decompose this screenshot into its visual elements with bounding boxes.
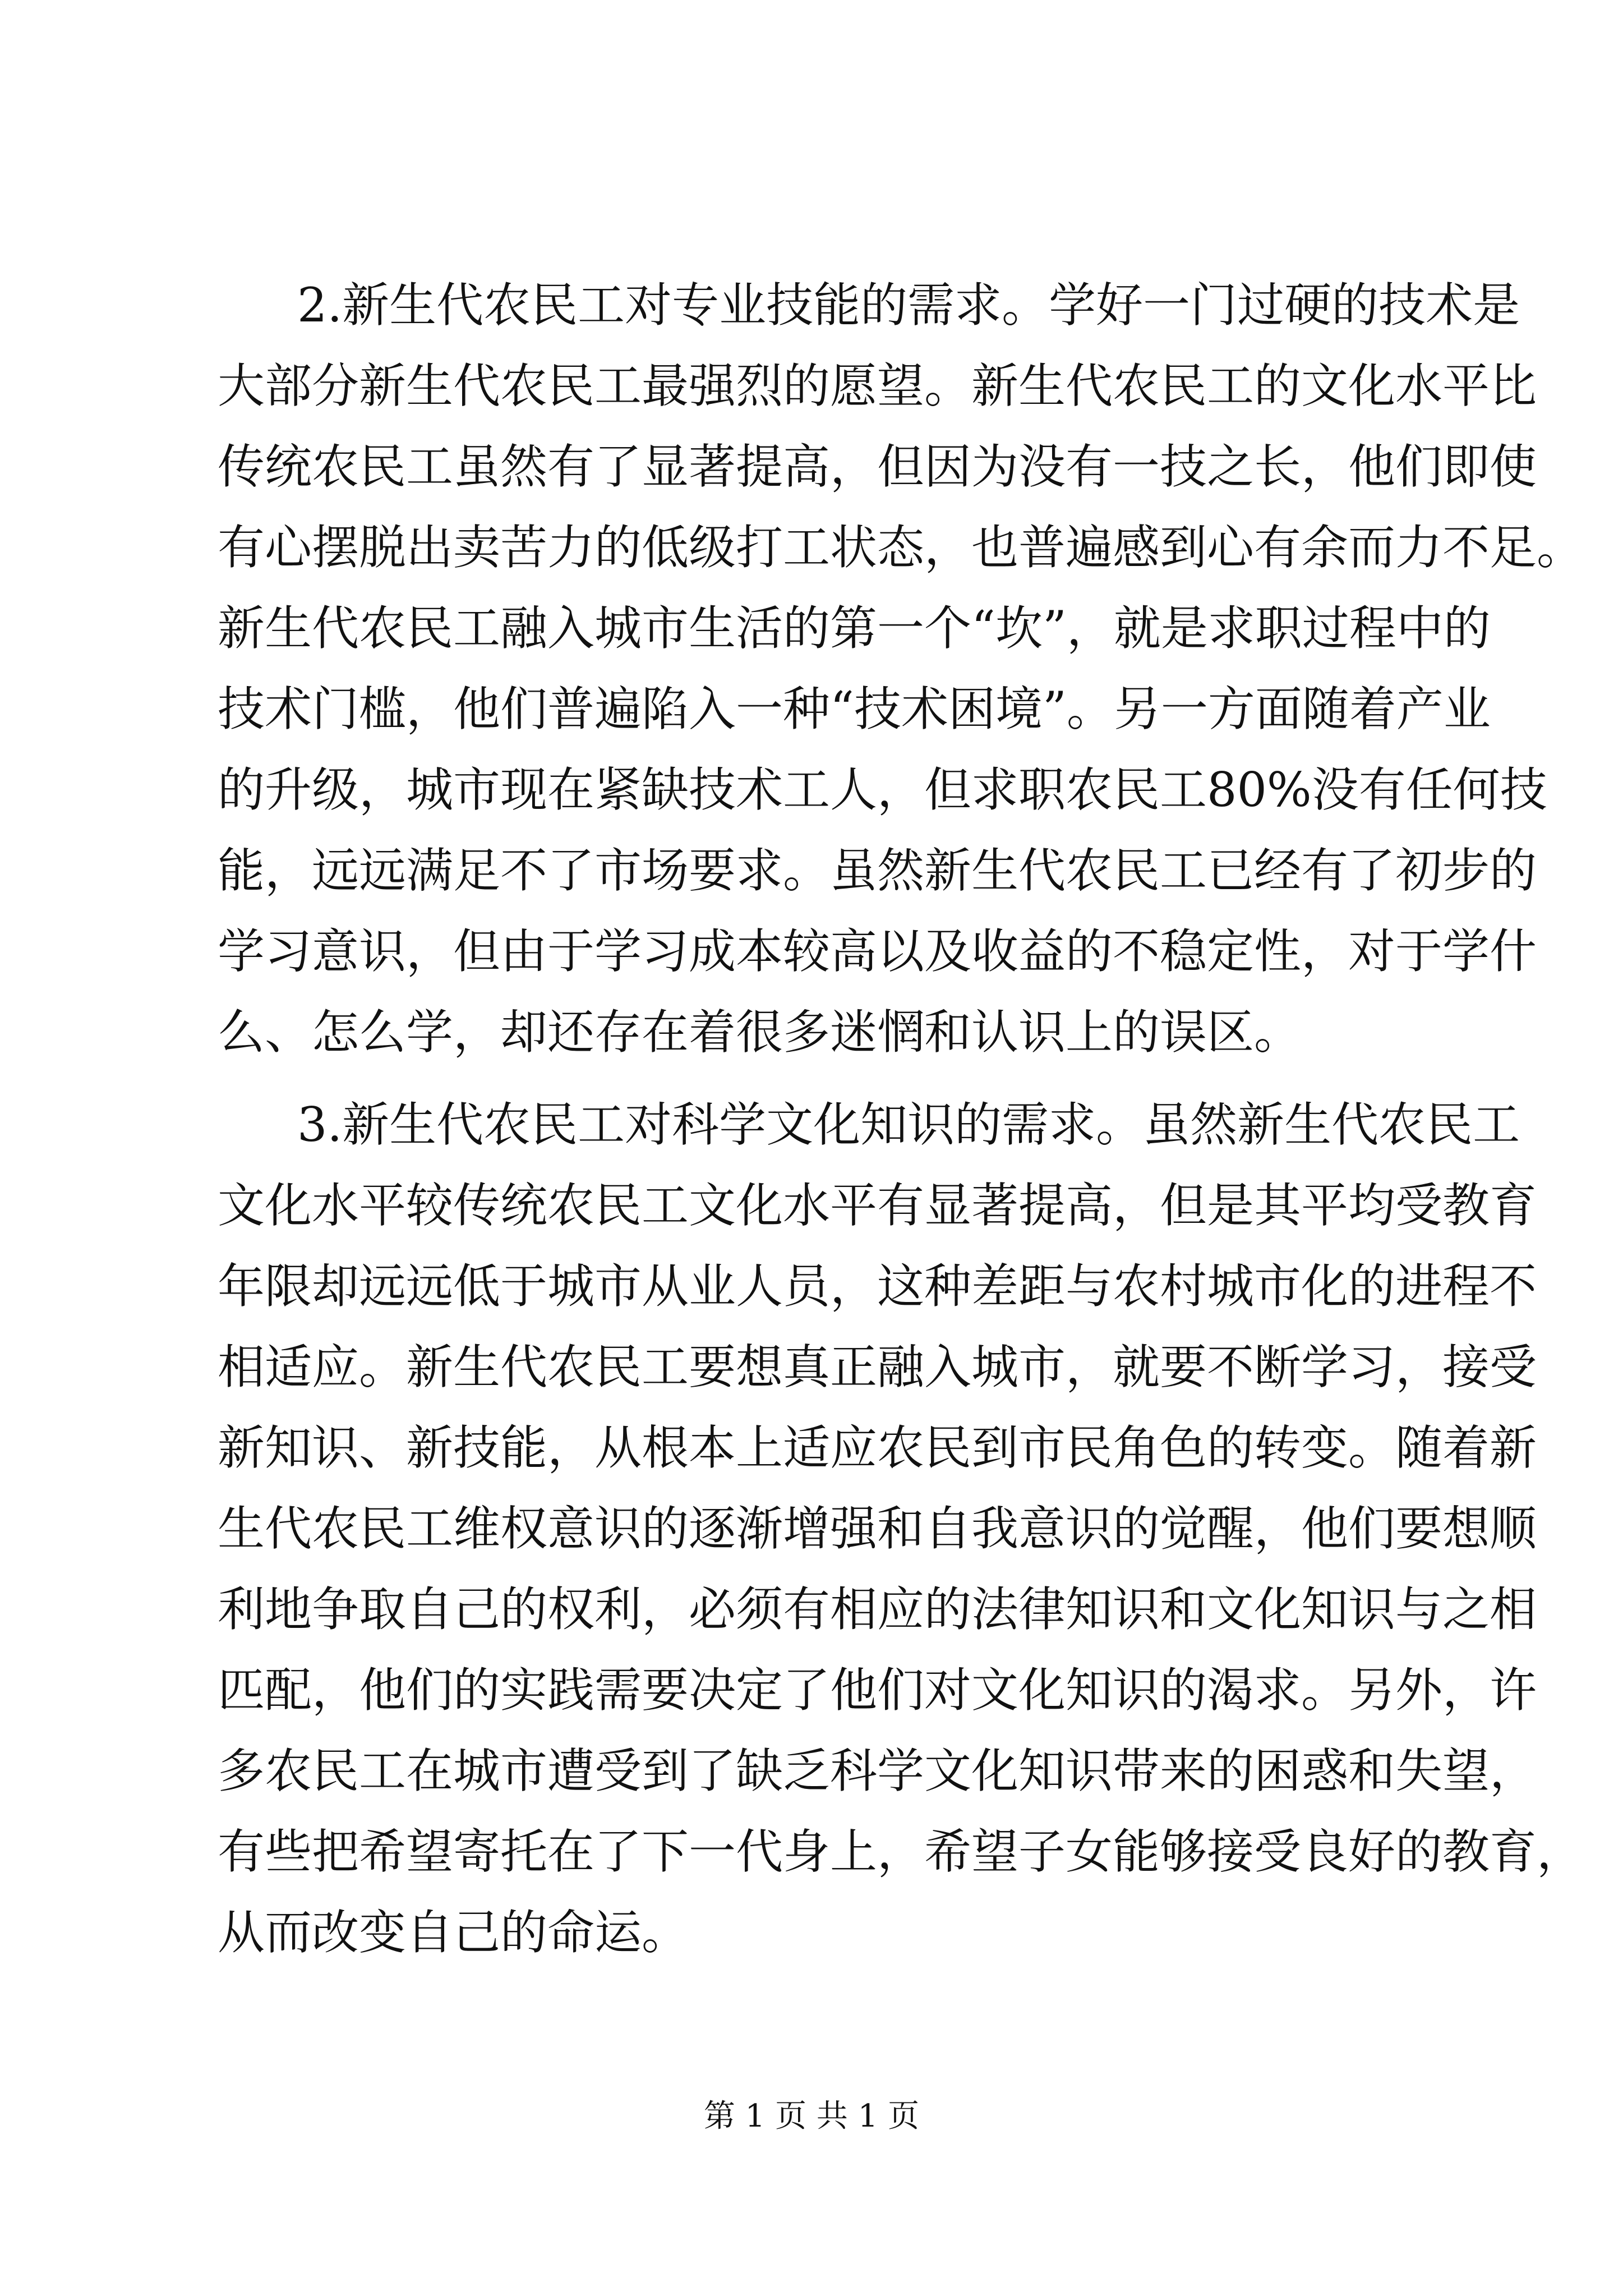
paragraph-line: 有些把希望寄托在了下一代身上，希望子女能够接受良好的教育， <box>218 1824 1584 1879</box>
paragraph-line: 文化水平较传统农民工文化水平有显著提高，但是其平均受教育 <box>218 1178 1537 1233</box>
paragraph-line: 2.新生代农民工对专业技能的需求。学好一门过硬的技术是 <box>297 278 1520 333</box>
paragraph-line: 新生代农民工融入城市生活的第一个“坎”，就是求职过程中的 <box>218 601 1491 656</box>
paragraph-line: 学习意识，但由于学习成本较高以及收益的不稳定性，对于学什 <box>218 924 1537 979</box>
paragraph-line: 3.新生代农民工对科学文化知识的需求。虽然新生代农民工 <box>297 1097 1520 1152</box>
paragraph-line: 年限却远远低于城市从业人员，这种差距与农村城市化的进程不 <box>218 1259 1537 1314</box>
paragraph-line: 生代农民工维权意识的逐渐增强和自我意识的觉醒，他们要想顺 <box>218 1501 1537 1556</box>
paragraph-line: 的升级，城市现在紧缺技术工人，但求职农民工80%没有任何技 <box>218 762 1547 817</box>
paragraph-line: 传统农民工虽然有了显著提高，但因为没有一技之长，他们即使 <box>218 439 1537 494</box>
paragraph-line: 么、怎么学，却还存在着很多迷惘和认识上的误区。 <box>218 1005 1302 1060</box>
paragraph-line: 相适应。新生代农民工要想真正融入城市，就要不断学习，接受 <box>218 1340 1537 1395</box>
paragraph-line: 技术门槛，他们普遍陷入一种“技术困境”。另一方面随着产业 <box>218 682 1491 737</box>
paragraph-line: 大部分新生代农民工最强烈的愿望。新生代农民工的文化水平比 <box>218 358 1537 413</box>
paragraph-line: 匹配，他们的实践需要决定了他们对文化知识的渴求。另外，许 <box>218 1663 1537 1718</box>
paragraph-line: 从而改变自己的命运。 <box>218 1905 689 1960</box>
page-number-footer: 第 1 页 共 1 页 <box>703 2098 920 2134</box>
paragraph-line: 新知识、新技能，从根本上适应农民到市民角色的转变。随着新 <box>218 1420 1537 1475</box>
paragraph-line: 能，远远满足不了市场要求。虽然新生代农民工已经有了初步的 <box>218 843 1537 898</box>
paragraph-line: 多农民工在城市遭受到了缺乏科学文化知识带来的困惑和失望， <box>218 1743 1537 1798</box>
paragraph-line: 有心摆脱出卖苦力的低级打工状态，也普遍感到心有余而力不足。 <box>218 520 1584 575</box>
paragraph-line: 利地争取自己的权利，必须有相应的法律知识和文化知识与之相 <box>218 1582 1537 1637</box>
